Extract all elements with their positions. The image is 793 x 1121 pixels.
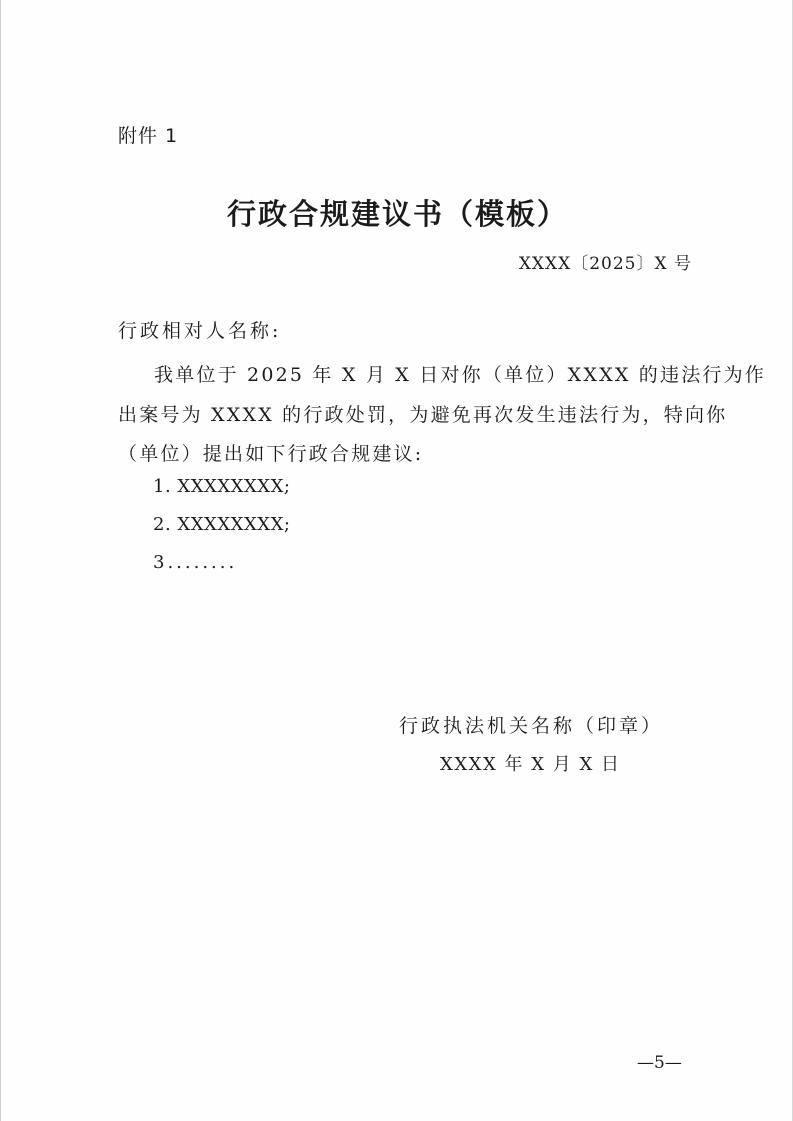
attachment-label: 附件 1 xyxy=(118,125,179,147)
signing-date: XXXX 年 X 月 X 日 xyxy=(440,754,621,775)
body-paragraph-line: 出案号为 XXXX 的行政处罚，为避免再次发生违法行为，特向你 xyxy=(118,404,728,426)
suggestion-item: 3........ xyxy=(153,552,238,573)
document-title: 行政合规建议书（模板） xyxy=(226,197,568,231)
suggestion-item: 1. XXXXXXXX; xyxy=(153,476,291,497)
body-paragraph-line: （单位）提出如下行政合规建议: xyxy=(118,443,424,465)
page-number: —5— xyxy=(637,1053,682,1073)
suggestion-item: 2. XXXXXXXX; xyxy=(153,514,291,535)
issuing-authority: 行政执法机关名称（印章） xyxy=(399,715,664,737)
document-number: XXXX〔2025〕X 号 xyxy=(518,254,692,274)
body-paragraph-line: 我单位于 2025 年 X 月 X 日对你（单位）XXXX 的违法行为作 xyxy=(154,364,766,386)
salutation: 行政相对人名称: xyxy=(118,320,282,342)
